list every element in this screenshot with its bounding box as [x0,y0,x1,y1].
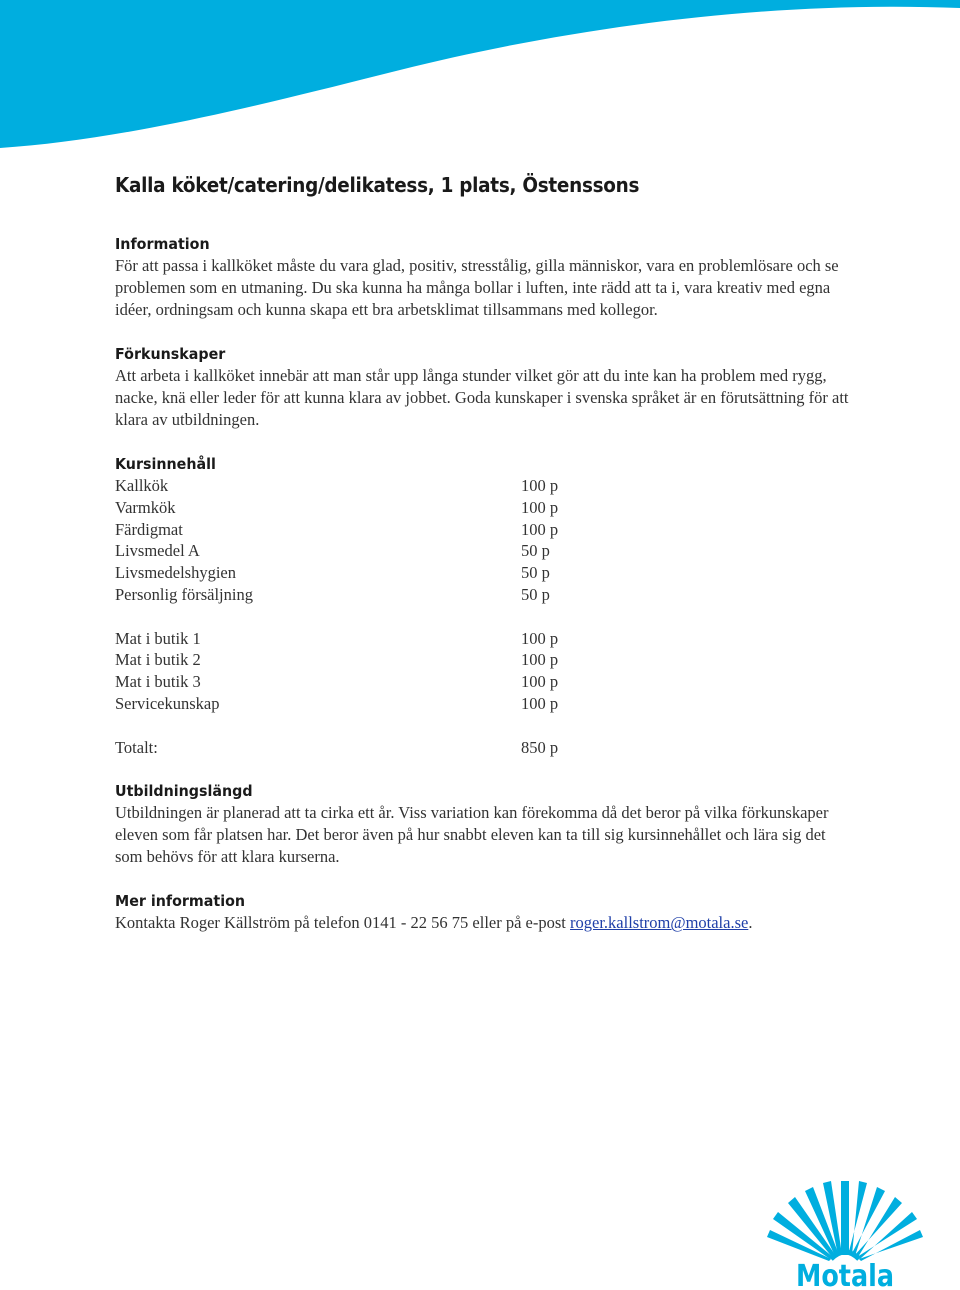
course-row [115,628,855,650]
course-row [115,649,855,671]
motala-logo [765,1175,925,1290]
contact-text-after: . [748,913,753,933]
course-points: 100 p [521,628,559,648]
forkunskaper-text: Att arbeta i kallköket innebär att man står upp långa stunder vilket gör att du inte kan ha problem med rygg, nacke, knä eller leder för att kunna klara av jobbet. Goda kunskaper i svenska språket är en förutsättning för att klara av utbildningen. [115,366,849,429]
utbildningslangd-text: Utbildningen är planerad att ta cirka ett år. Viss variation kan förekomma då det beror på vilka förkunskaper eleven som får platsen har. Det beror även på hur snabbt eleven kan ta till sig kursinnehållet och lära sig det som behövs för att klara kurserna. [115,803,829,867]
course-row [115,540,855,562]
course-row [115,693,855,715]
course-points: 100 p [521,476,559,495]
spacer [115,715,855,737]
course-row [115,519,855,541]
total-label: Totalt: [115,737,158,757]
course-name: Kallkök [115,476,169,495]
course-name: Mat i butik 1 [115,628,201,648]
course-points: 100 p [521,650,559,670]
information-text: För att passa i kallköket måste du vara glad, positiv, stresstålig, gilla människor, vara en problemlösare och se problemen som en utmaning. Du ska kunna ha många bollar i luften, inte rädd att ta i, vara kreativ med egna idéer, ordningsam och kunna skapa ett bra arbetsklimat tillsammans med kollegor. [115,256,839,319]
document-body [115,170,855,956]
contact-text [115,912,855,934]
course-points: 100 p [521,693,559,713]
course-name: Mat i butik 2 [115,650,201,670]
course-name: Servicekunskap [115,693,220,713]
course-name: Personlig försäljning [115,584,253,604]
contact-text-before: Kontakta Roger Källström på telefon 0141 - 22 56 75 eller på e-post [115,913,571,933]
course-list [115,475,855,758]
course-row [115,562,855,584]
information-heading: Information [115,235,210,253]
total-points: 850 p [521,737,559,757]
utbildningslangd-heading: Utbildningslängd [115,782,253,801]
course-points: 100 p [521,519,559,539]
top-wave-decoration [0,0,960,160]
total-row [115,737,855,759]
fan-icon [767,1181,923,1261]
spacer [115,606,855,628]
course-row [115,584,855,606]
course-row [115,475,855,497]
mer-information-heading: Mer information [115,892,246,911]
course-name: Varmkök [115,497,176,517]
email-link[interactable]: roger.kallstrom@motala.se [570,913,749,933]
kursinnehall-heading: Kursinnehåll [115,455,216,473]
course-name: Livsmedelshygien [115,563,236,583]
course-name: Mat i butik 3 [115,672,201,692]
forkunskaper-heading: Förkunskaper [115,345,226,363]
course-row [115,497,855,519]
course-name: Livsmedel A [115,541,200,561]
course-points: 50 p [521,584,550,604]
course-name: Färdigmat [115,519,183,539]
course-points: 50 p [521,563,550,583]
course-row [115,671,855,693]
page-title: Kalla köket/catering/delikatess, 1 plats, Östenssons [115,173,640,197]
course-points: 100 p [521,672,559,692]
logo-text: Motala [796,1259,894,1290]
course-points: 100 p [521,497,559,517]
course-points: 50 p [521,541,550,561]
